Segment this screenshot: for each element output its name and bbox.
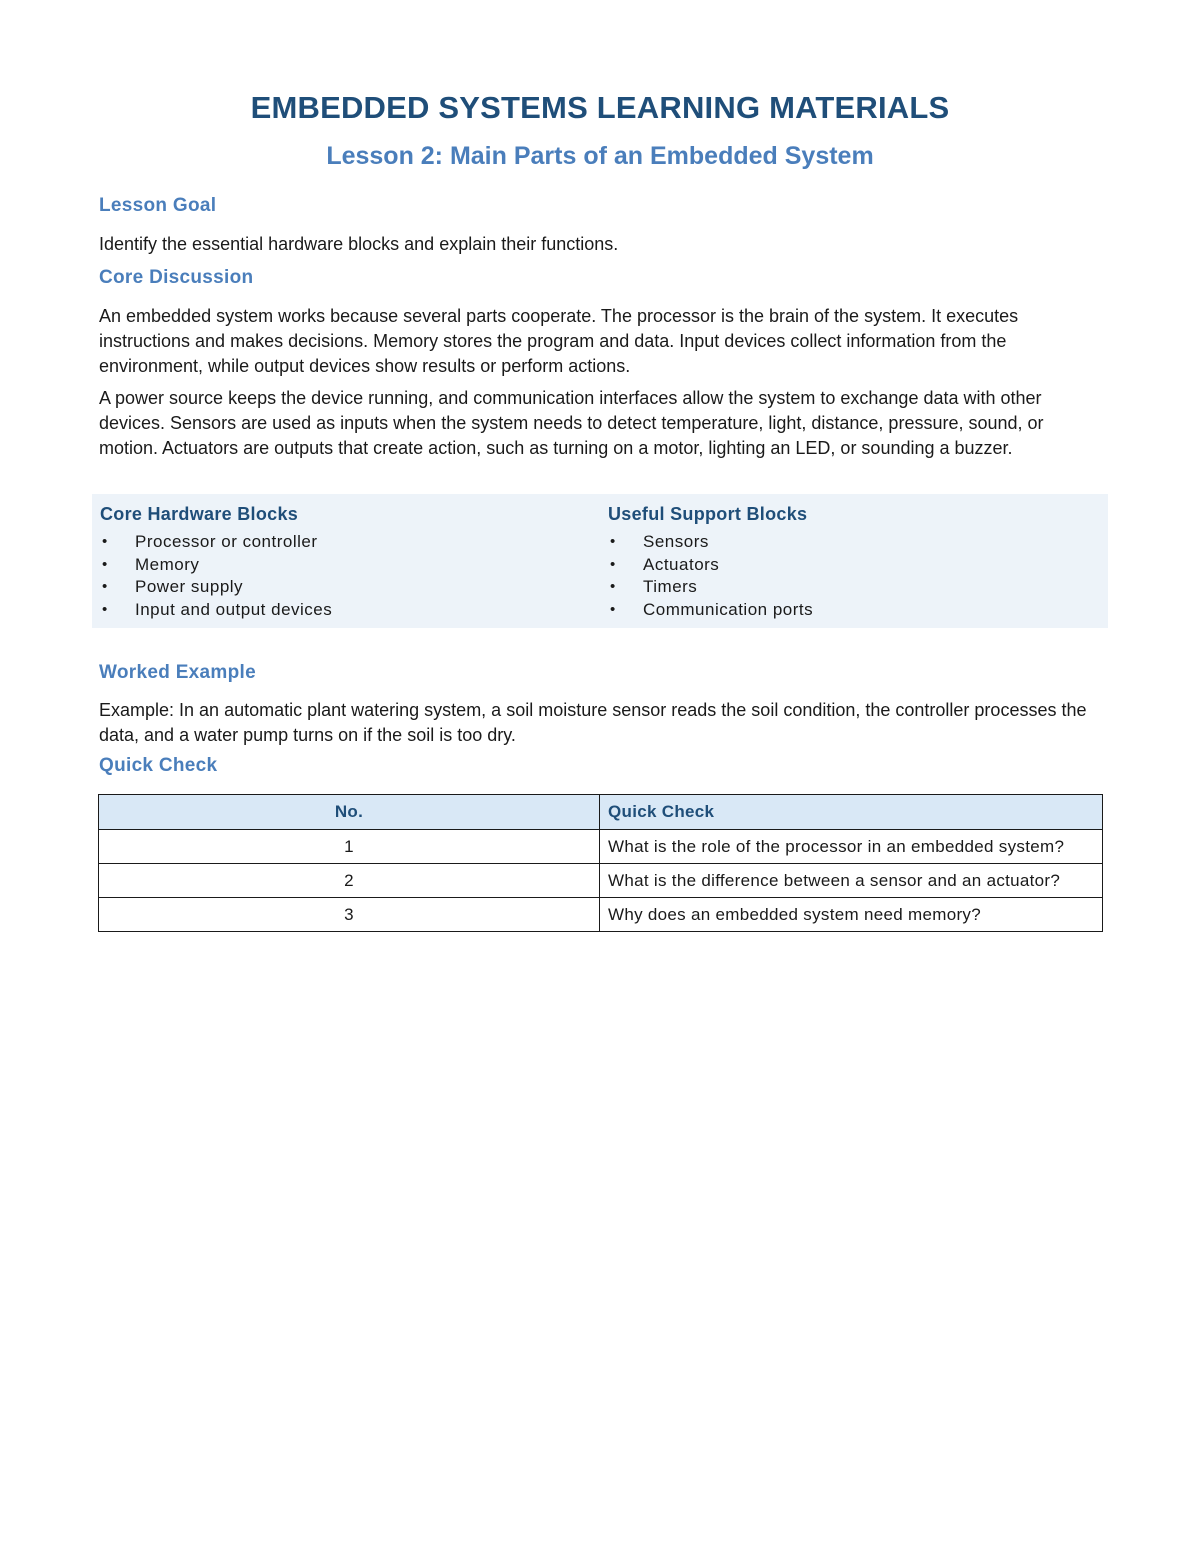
table-row — [99, 898, 1103, 932]
core-hardware-list — [100, 531, 332, 621]
core-hardware-blocks-heading: Core Hardware Blocks — [100, 504, 299, 524]
bullet-icon: • — [102, 533, 108, 550]
support-blocks-list — [608, 531, 813, 621]
useful-support-blocks — [608, 504, 813, 621]
core-discussion-heading: Core Discussion — [99, 267, 254, 288]
worked-example-heading: Worked Example — [99, 662, 256, 683]
row-number: 1 — [99, 830, 600, 864]
row-number: 3 — [99, 898, 600, 932]
row-question: What is the difference between a sensor and an actuator? — [600, 864, 1103, 898]
column-header-no: No. — [99, 795, 600, 830]
bullet-icon: • — [610, 533, 616, 550]
column-header-quick-check: Quick Check — [600, 795, 1103, 830]
lesson-title: Lesson 2: Main Parts of an Embedded System — [326, 142, 874, 170]
quick-check-heading: Quick Check — [99, 755, 218, 776]
row-number: 2 — [99, 864, 600, 898]
core-hardware-blocks — [100, 504, 332, 621]
lesson-goal-heading: Lesson Goal — [99, 195, 217, 216]
table-row — [99, 864, 1103, 898]
list-item: • Sensors — [608, 531, 813, 554]
list-item: • Processor or controller — [100, 531, 332, 554]
list-item: • Communication ports — [608, 599, 813, 622]
bullet-icon: • — [610, 555, 616, 573]
bullet-icon: • — [610, 578, 616, 595]
quick-check-table — [98, 794, 1103, 932]
bullet-icon: • — [610, 600, 616, 618]
row-question: Why does an embedded system need memory? — [600, 898, 1103, 932]
hardware-blocks-panel — [92, 494, 1108, 628]
table-row — [99, 830, 1103, 864]
core-discussion-paragraph-1: An embedded system works because several parts cooperate. The processor is the brain of the system. It executes instructions and makes decisions. Memory stores the program and data. Input devices collect information from the environment, while output devices show results or perform actions. — [99, 306, 1019, 376]
bullet-icon: • — [102, 578, 108, 595]
bullet-icon: • — [102, 555, 108, 573]
list-item: • Actuators — [608, 554, 813, 577]
useful-support-blocks-heading: Useful Support Blocks — [608, 504, 808, 524]
lesson-goal-text: Identify the essential hardware blocks and explain their functions. — [99, 234, 619, 254]
row-question: What is the role of the processor in an embedded system? — [600, 830, 1103, 864]
list-item: • Timers — [608, 576, 813, 599]
list-item: • Input and output devices — [100, 599, 332, 622]
core-discussion-paragraph-2: A power source keeps the device running, and communication interfaces allow the system to exchange data with other devices. Sensors are used as inputs when the system needs to detect temperature, light, distance, pressure, sound, or motion. Actuators are outputs that create action, such as turning on a motor, lighting an LED, or sounding a buzzer. — [99, 388, 1044, 458]
document-title: EMBEDDED SYSTEMS LEARNING MATERIALS — [250, 90, 950, 125]
list-item: • Memory — [100, 554, 332, 577]
list-item: • Power supply — [100, 576, 332, 599]
bullet-icon: • — [102, 600, 108, 618]
table-header-row — [99, 795, 1103, 830]
worked-example-text: Example: In an automatic plant watering system, a soil moisture sensor reads the soil condition, the controller processes the data, and a water pump turns on if the soil is too dry. — [99, 700, 1087, 745]
